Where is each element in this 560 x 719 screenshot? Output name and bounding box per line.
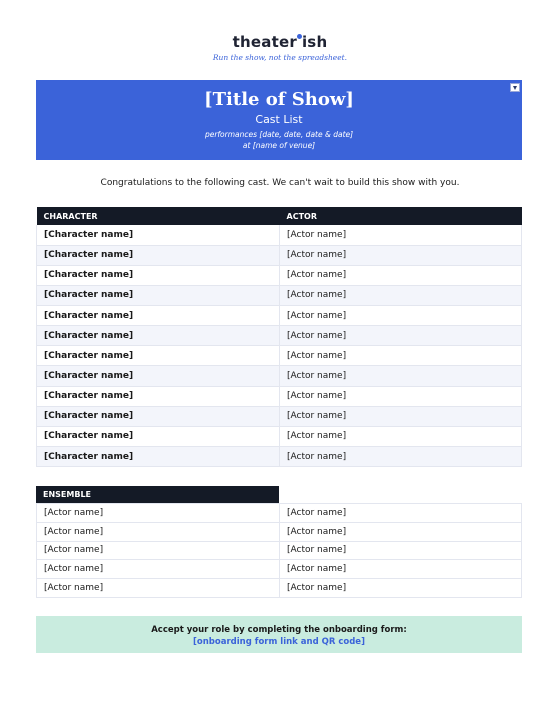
table-row: [37, 346, 522, 366]
character-cell[interactable]: [Character name]: [37, 245, 280, 265]
table-row: [37, 265, 522, 285]
actor-cell[interactable]: [Actor name]: [280, 245, 522, 265]
actor-cell[interactable]: [Actor name]: [280, 265, 522, 285]
show-banner: [36, 80, 522, 160]
ensemble-cell[interactable]: [Actor name]: [280, 522, 522, 541]
table-row: [37, 245, 522, 265]
actor-cell[interactable]: [Actor name]: [280, 406, 522, 426]
ensemble-header: ENSEMBLE: [36, 486, 279, 503]
brand-name-left: theater: [232, 33, 297, 51]
venue-name[interactable]: at [name of venue]: [242, 141, 316, 150]
ensemble-cell[interactable]: [Actor name]: [280, 560, 522, 579]
brand-name-right: ish: [301, 33, 328, 51]
table-row: [37, 406, 522, 426]
character-column-header: CHARACTER: [37, 207, 280, 225]
character-cell[interactable]: [Character name]: [37, 265, 280, 285]
actor-cell[interactable]: [Actor name]: [280, 366, 522, 386]
table-row: [37, 579, 522, 598]
actor-cell[interactable]: [Actor name]: [280, 447, 522, 467]
table-row: [37, 426, 522, 446]
ensemble-cell[interactable]: [Actor name]: [37, 522, 280, 541]
actor-cell[interactable]: [Actor name]: [280, 346, 522, 366]
cast-table: [36, 207, 522, 467]
onboarding-form-link[interactable]: [onboarding form link and QR code]: [193, 637, 365, 647]
table-row: [37, 522, 522, 541]
actor-cell[interactable]: [Actor name]: [280, 386, 522, 406]
cast-table-header: [37, 207, 522, 225]
character-cell[interactable]: [Character name]: [37, 346, 280, 366]
table-row: [37, 366, 522, 386]
actor-cell[interactable]: [Actor name]: [280, 285, 522, 305]
table-row: [37, 326, 522, 346]
character-cell[interactable]: [Character name]: [37, 426, 280, 446]
ensemble-cell[interactable]: [Actor name]: [37, 504, 280, 523]
table-row: [37, 285, 522, 305]
table-row: [37, 541, 522, 560]
chevron-down-icon[interactable]: [510, 83, 520, 92]
actor-cell[interactable]: [Actor name]: [280, 426, 522, 446]
actor-cell[interactable]: [Actor name]: [280, 306, 522, 326]
character-cell[interactable]: [Character name]: [37, 306, 280, 326]
character-cell[interactable]: [Character name]: [37, 225, 280, 245]
character-cell[interactable]: [Character name]: [37, 447, 280, 467]
ensemble-cell[interactable]: [Actor name]: [280, 504, 522, 523]
actor-column-header: ACTOR: [280, 207, 522, 225]
character-cell[interactable]: [Character name]: [37, 285, 280, 305]
actor-cell[interactable]: [Actor name]: [280, 225, 522, 245]
brand-logo: [0, 32, 560, 51]
table-row: [37, 306, 522, 326]
character-cell[interactable]: [Character name]: [37, 366, 280, 386]
brand-dot-icon: [297, 34, 302, 39]
show-title[interactable]: [Title of Show]: [204, 89, 354, 110]
table-row: [37, 560, 522, 579]
ensemble-cell[interactable]: [Actor name]: [37, 579, 280, 598]
brand-wordmark: [233, 33, 328, 51]
table-row: [37, 504, 522, 523]
table-row: [37, 386, 522, 406]
cast-list-heading: Cast List: [255, 113, 303, 126]
performance-dates[interactable]: performances [date, date, date & date]: [204, 130, 354, 139]
character-cell[interactable]: [Character name]: [37, 386, 280, 406]
ensemble-cell[interactable]: [Actor name]: [280, 579, 522, 598]
onboarding-footer: [36, 616, 522, 653]
ensemble-cell[interactable]: [Actor name]: [37, 541, 280, 560]
character-cell[interactable]: [Character name]: [37, 406, 280, 426]
ensemble-table: [36, 503, 522, 598]
ensemble-cell[interactable]: [Actor name]: [37, 560, 280, 579]
onboarding-instructions: Accept your role by completing the onboarding form:: [151, 625, 407, 635]
intro-text: Congratulations to the following cast. We can't wait to build this show with you.: [100, 178, 460, 188]
ensemble-cell[interactable]: [Actor name]: [280, 541, 522, 560]
brand-tagline: Run the show, not the spreadsheet.: [212, 53, 348, 62]
table-row: [37, 225, 522, 245]
actor-cell[interactable]: [Actor name]: [280, 326, 522, 346]
character-cell[interactable]: [Character name]: [37, 326, 280, 346]
table-row: [37, 447, 522, 467]
